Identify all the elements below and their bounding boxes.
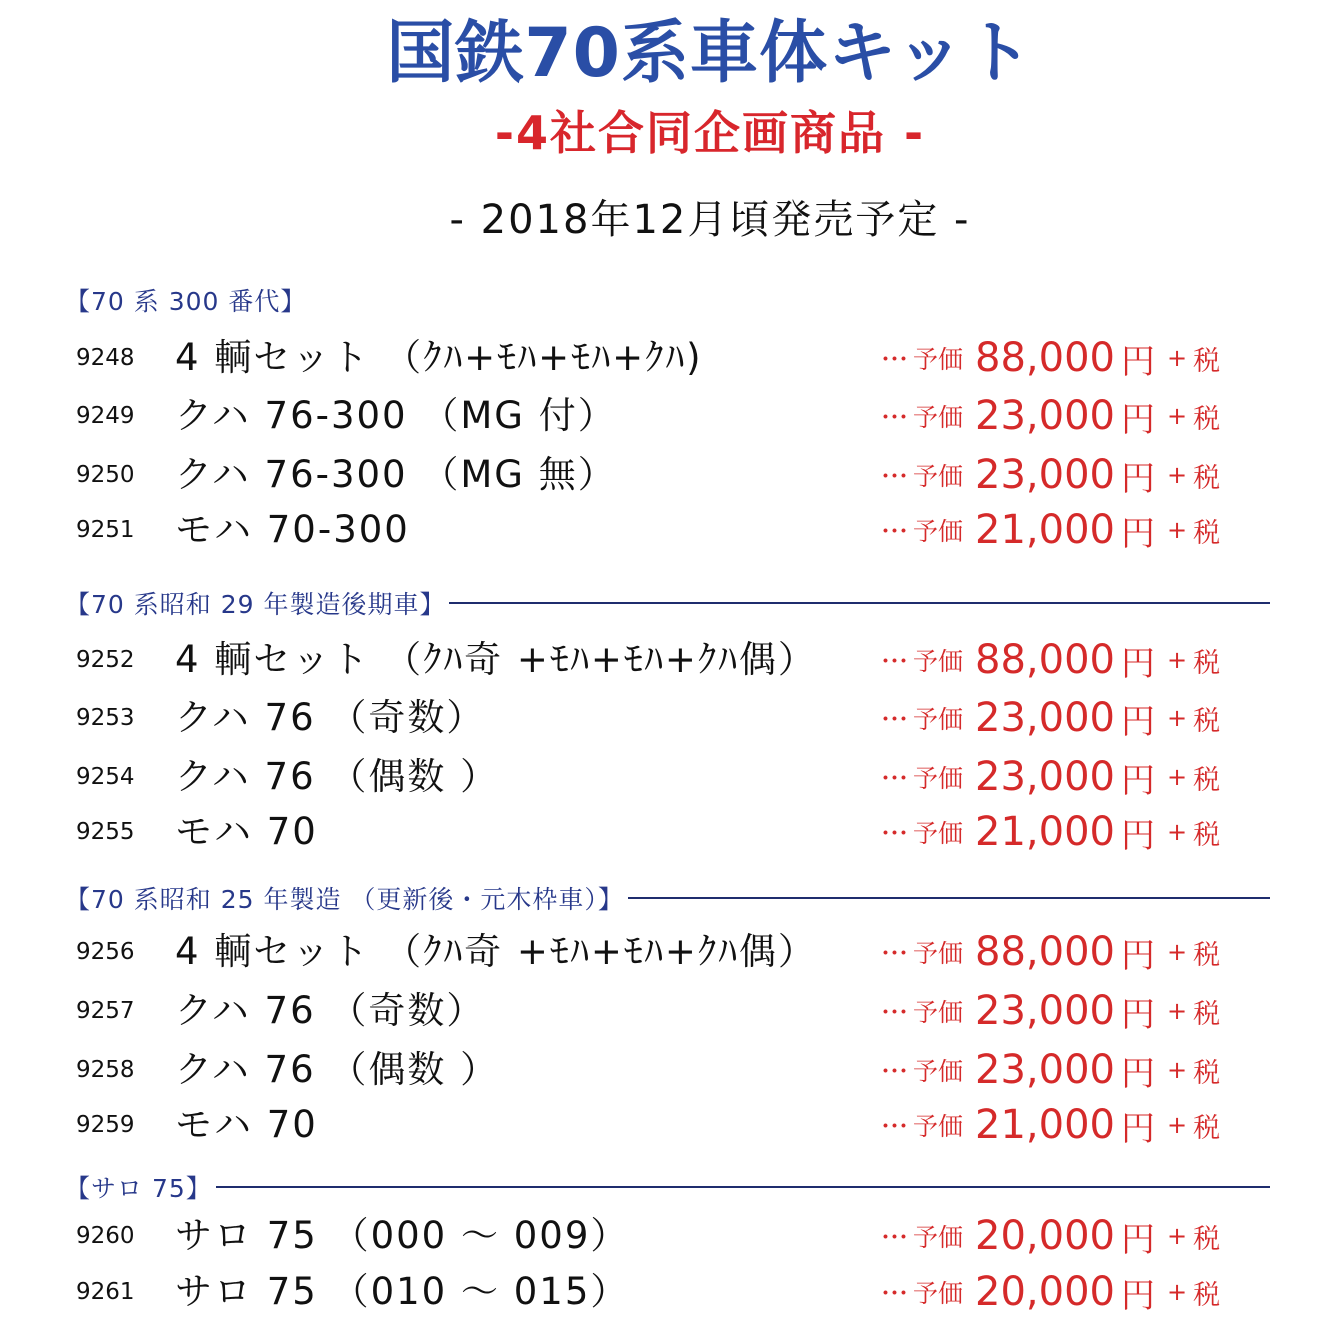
price-yen: 円 [1121, 701, 1155, 742]
price-value: 88,000 [975, 929, 1115, 975]
price-value: 88,000 [975, 637, 1115, 683]
product-code: 9252 [76, 647, 135, 673]
product-price [880, 391, 1220, 441]
product-row [0, 391, 1333, 441]
product-name: クハ 76 （偶数 ） [175, 755, 500, 798]
price-dots: ･･･ [880, 821, 908, 847]
price-dots: ･･･ [880, 405, 908, 431]
price-yen: 円 [1121, 341, 1155, 382]
product-code: 9261 [76, 1279, 135, 1305]
price-tax: 税 [1193, 1223, 1221, 1255]
price-plus: + [1167, 1222, 1188, 1250]
price-yen: 円 [1121, 935, 1155, 976]
price-yen: 円 [1121, 399, 1155, 440]
price-tax: 税 [1193, 1112, 1221, 1144]
price-prefix: 予価 [913, 998, 964, 1027]
section-divider [449, 602, 1270, 604]
price-prefix: 予価 [913, 1057, 964, 1086]
section-header-label: 【サロ 75】 [65, 1174, 212, 1203]
product-price [880, 1267, 1220, 1317]
price-value: 23,000 [975, 988, 1115, 1034]
page-subtitle: -4社合同企画商品 - [494, 106, 926, 160]
product-price [880, 693, 1220, 743]
product-row [0, 752, 1333, 802]
price-tax: 税 [1193, 647, 1221, 679]
price-prefix: 予価 [913, 764, 964, 793]
price-yen: 円 [1121, 760, 1155, 801]
product-name: 4 輌セット （ｸﾊ奇 +ﾓﾊ+ﾓﾊ+ｸﾊ偶） [175, 638, 817, 681]
product-row [0, 1211, 1333, 1261]
product-code: 9255 [76, 819, 135, 845]
product-code: 9249 [76, 403, 135, 429]
product-name: クハ 76-300 （MG 無） [175, 453, 617, 496]
product-code: 9260 [76, 1223, 135, 1249]
price-prefix: 予価 [913, 705, 964, 734]
product-code: 9257 [76, 998, 135, 1024]
price-value: 20,000 [975, 1269, 1115, 1315]
product-row [0, 1267, 1333, 1317]
price-prefix: 予価 [913, 517, 964, 546]
price-dots: ･･･ [880, 1114, 908, 1140]
price-dots: ･･･ [880, 347, 908, 373]
price-dots: ･･･ [880, 649, 908, 675]
product-row [0, 807, 1333, 857]
price-prefix: 予価 [913, 1112, 964, 1141]
price-yen: 円 [1121, 1053, 1155, 1094]
product-name: クハ 76-300 （MG 付） [175, 394, 617, 437]
product-name: クハ 76 （奇数） [175, 989, 486, 1032]
product-name: モハ 70 [175, 1103, 318, 1146]
price-value: 23,000 [975, 452, 1115, 498]
product-code: 9250 [76, 462, 135, 488]
price-dots: ･･･ [880, 941, 908, 967]
section-header-label: 【70 系 300 番代】 [65, 287, 307, 316]
product-price [880, 635, 1220, 685]
product-name: サロ 75 （000 ～ 009） [175, 1214, 630, 1257]
price-dots: ･･･ [880, 1225, 908, 1251]
price-plus: + [1167, 1111, 1188, 1139]
product-price [880, 752, 1220, 802]
section-header-label: 【70 系昭和 29 年製造後期車】 [65, 590, 446, 619]
price-plus: + [1167, 344, 1188, 372]
price-prefix: 予価 [913, 647, 964, 676]
price-value: 20,000 [975, 1213, 1115, 1259]
product-price [880, 505, 1220, 555]
price-value: 23,000 [975, 393, 1115, 439]
price-yen: 円 [1121, 458, 1155, 499]
price-tax: 税 [1193, 998, 1221, 1030]
price-plus: + [1167, 818, 1188, 846]
price-dots: ･･･ [880, 519, 908, 545]
product-row [0, 927, 1333, 977]
price-value: 23,000 [975, 1047, 1115, 1093]
price-plus: + [1167, 516, 1188, 544]
price-value: 23,000 [975, 695, 1115, 741]
price-prefix: 予価 [913, 462, 964, 491]
product-price [880, 1211, 1220, 1261]
price-tax: 税 [1193, 1057, 1221, 1089]
price-yen: 円 [1121, 1108, 1155, 1149]
product-name: 4 輌セット （ｸﾊ奇 +ﾓﾊ+ﾓﾊ+ｸﾊ偶） [175, 930, 817, 973]
price-dots: ･･･ [880, 1000, 908, 1026]
price-plus: + [1167, 763, 1188, 791]
product-price [880, 807, 1220, 857]
section-header [65, 1169, 1270, 1205]
price-prefix: 予価 [913, 939, 964, 968]
price-dots: ･･･ [880, 766, 908, 792]
price-plus: + [1167, 402, 1188, 430]
product-row [0, 693, 1333, 743]
price-plus: + [1167, 461, 1188, 489]
price-plus: + [1167, 1056, 1188, 1084]
price-prefix: 予価 [913, 403, 964, 432]
product-code: 9258 [76, 1057, 135, 1083]
release-date: - 2018年12月頃発売予定 - [449, 197, 971, 243]
price-plus: + [1167, 646, 1188, 674]
product-price [880, 1100, 1220, 1150]
price-plus: + [1167, 997, 1188, 1025]
price-yen: 円 [1121, 1219, 1155, 1260]
price-prefix: 予価 [913, 345, 964, 374]
product-code: 9251 [76, 517, 135, 543]
price-yen: 円 [1121, 994, 1155, 1035]
price-plus: + [1167, 1278, 1188, 1306]
product-code: 9254 [76, 764, 135, 790]
price-dots: ･･･ [880, 1059, 908, 1085]
product-row [0, 635, 1333, 685]
product-price [880, 333, 1220, 383]
price-tax: 税 [1193, 939, 1221, 971]
price-tax: 税 [1193, 819, 1221, 851]
price-prefix: 予価 [913, 1223, 964, 1252]
product-row [0, 1100, 1333, 1150]
product-row [0, 333, 1333, 383]
product-row [0, 986, 1333, 1036]
section-divider [216, 1186, 1270, 1188]
price-value: 21,000 [975, 809, 1115, 855]
product-code: 9256 [76, 939, 135, 965]
price-plus: + [1167, 938, 1188, 966]
product-name: 4 輌セット （ｸﾊ+ﾓﾊ+ﾓﾊ+ｸﾊ) [175, 336, 703, 379]
product-row [0, 1045, 1333, 1095]
product-price [880, 986, 1220, 1036]
product-price [880, 1045, 1220, 1095]
price-dots: ･･･ [880, 1281, 908, 1307]
price-tax: 税 [1193, 517, 1221, 549]
price-yen: 円 [1121, 513, 1155, 554]
price-value: 23,000 [975, 754, 1115, 800]
section-divider [628, 897, 1270, 899]
price-tax: 税 [1193, 403, 1221, 435]
section-header [65, 585, 1270, 621]
page-title: 国鉄70系車体キット [386, 14, 1034, 93]
product-name: クハ 76 （偶数 ） [175, 1048, 500, 1091]
price-tax: 税 [1193, 462, 1221, 494]
price-plus: + [1167, 704, 1188, 732]
price-dots: ･･･ [880, 464, 908, 490]
price-yen: 円 [1121, 643, 1155, 684]
product-price [880, 450, 1220, 500]
price-tax: 税 [1193, 705, 1221, 737]
price-tax: 税 [1193, 345, 1221, 377]
section-header [65, 282, 1270, 318]
product-row [0, 450, 1333, 500]
product-code: 9248 [76, 345, 135, 371]
product-code: 9259 [76, 1112, 135, 1138]
price-yen: 円 [1121, 815, 1155, 856]
price-value: 21,000 [975, 1102, 1115, 1148]
product-name: モハ 70 [175, 810, 318, 853]
product-name: モハ 70-300 [175, 508, 410, 551]
product-name: クハ 76 （奇数） [175, 696, 486, 739]
price-tax: 税 [1193, 1279, 1221, 1311]
price-value: 21,000 [975, 507, 1115, 553]
product-name: サロ 75 （010 ～ 015） [175, 1270, 630, 1313]
price-dots: ･･･ [880, 707, 908, 733]
price-yen: 円 [1121, 1275, 1155, 1316]
section-header-label: 【70 系昭和 25 年製造 （更新後・元木枠車）】 [65, 885, 624, 914]
price-value: 88,000 [975, 335, 1115, 381]
product-code: 9253 [76, 705, 135, 731]
price-prefix: 予価 [913, 819, 964, 848]
section-header [65, 880, 1270, 916]
price-tax: 税 [1193, 764, 1221, 796]
price-prefix: 予価 [913, 1279, 964, 1308]
product-price [880, 927, 1220, 977]
product-row [0, 505, 1333, 555]
